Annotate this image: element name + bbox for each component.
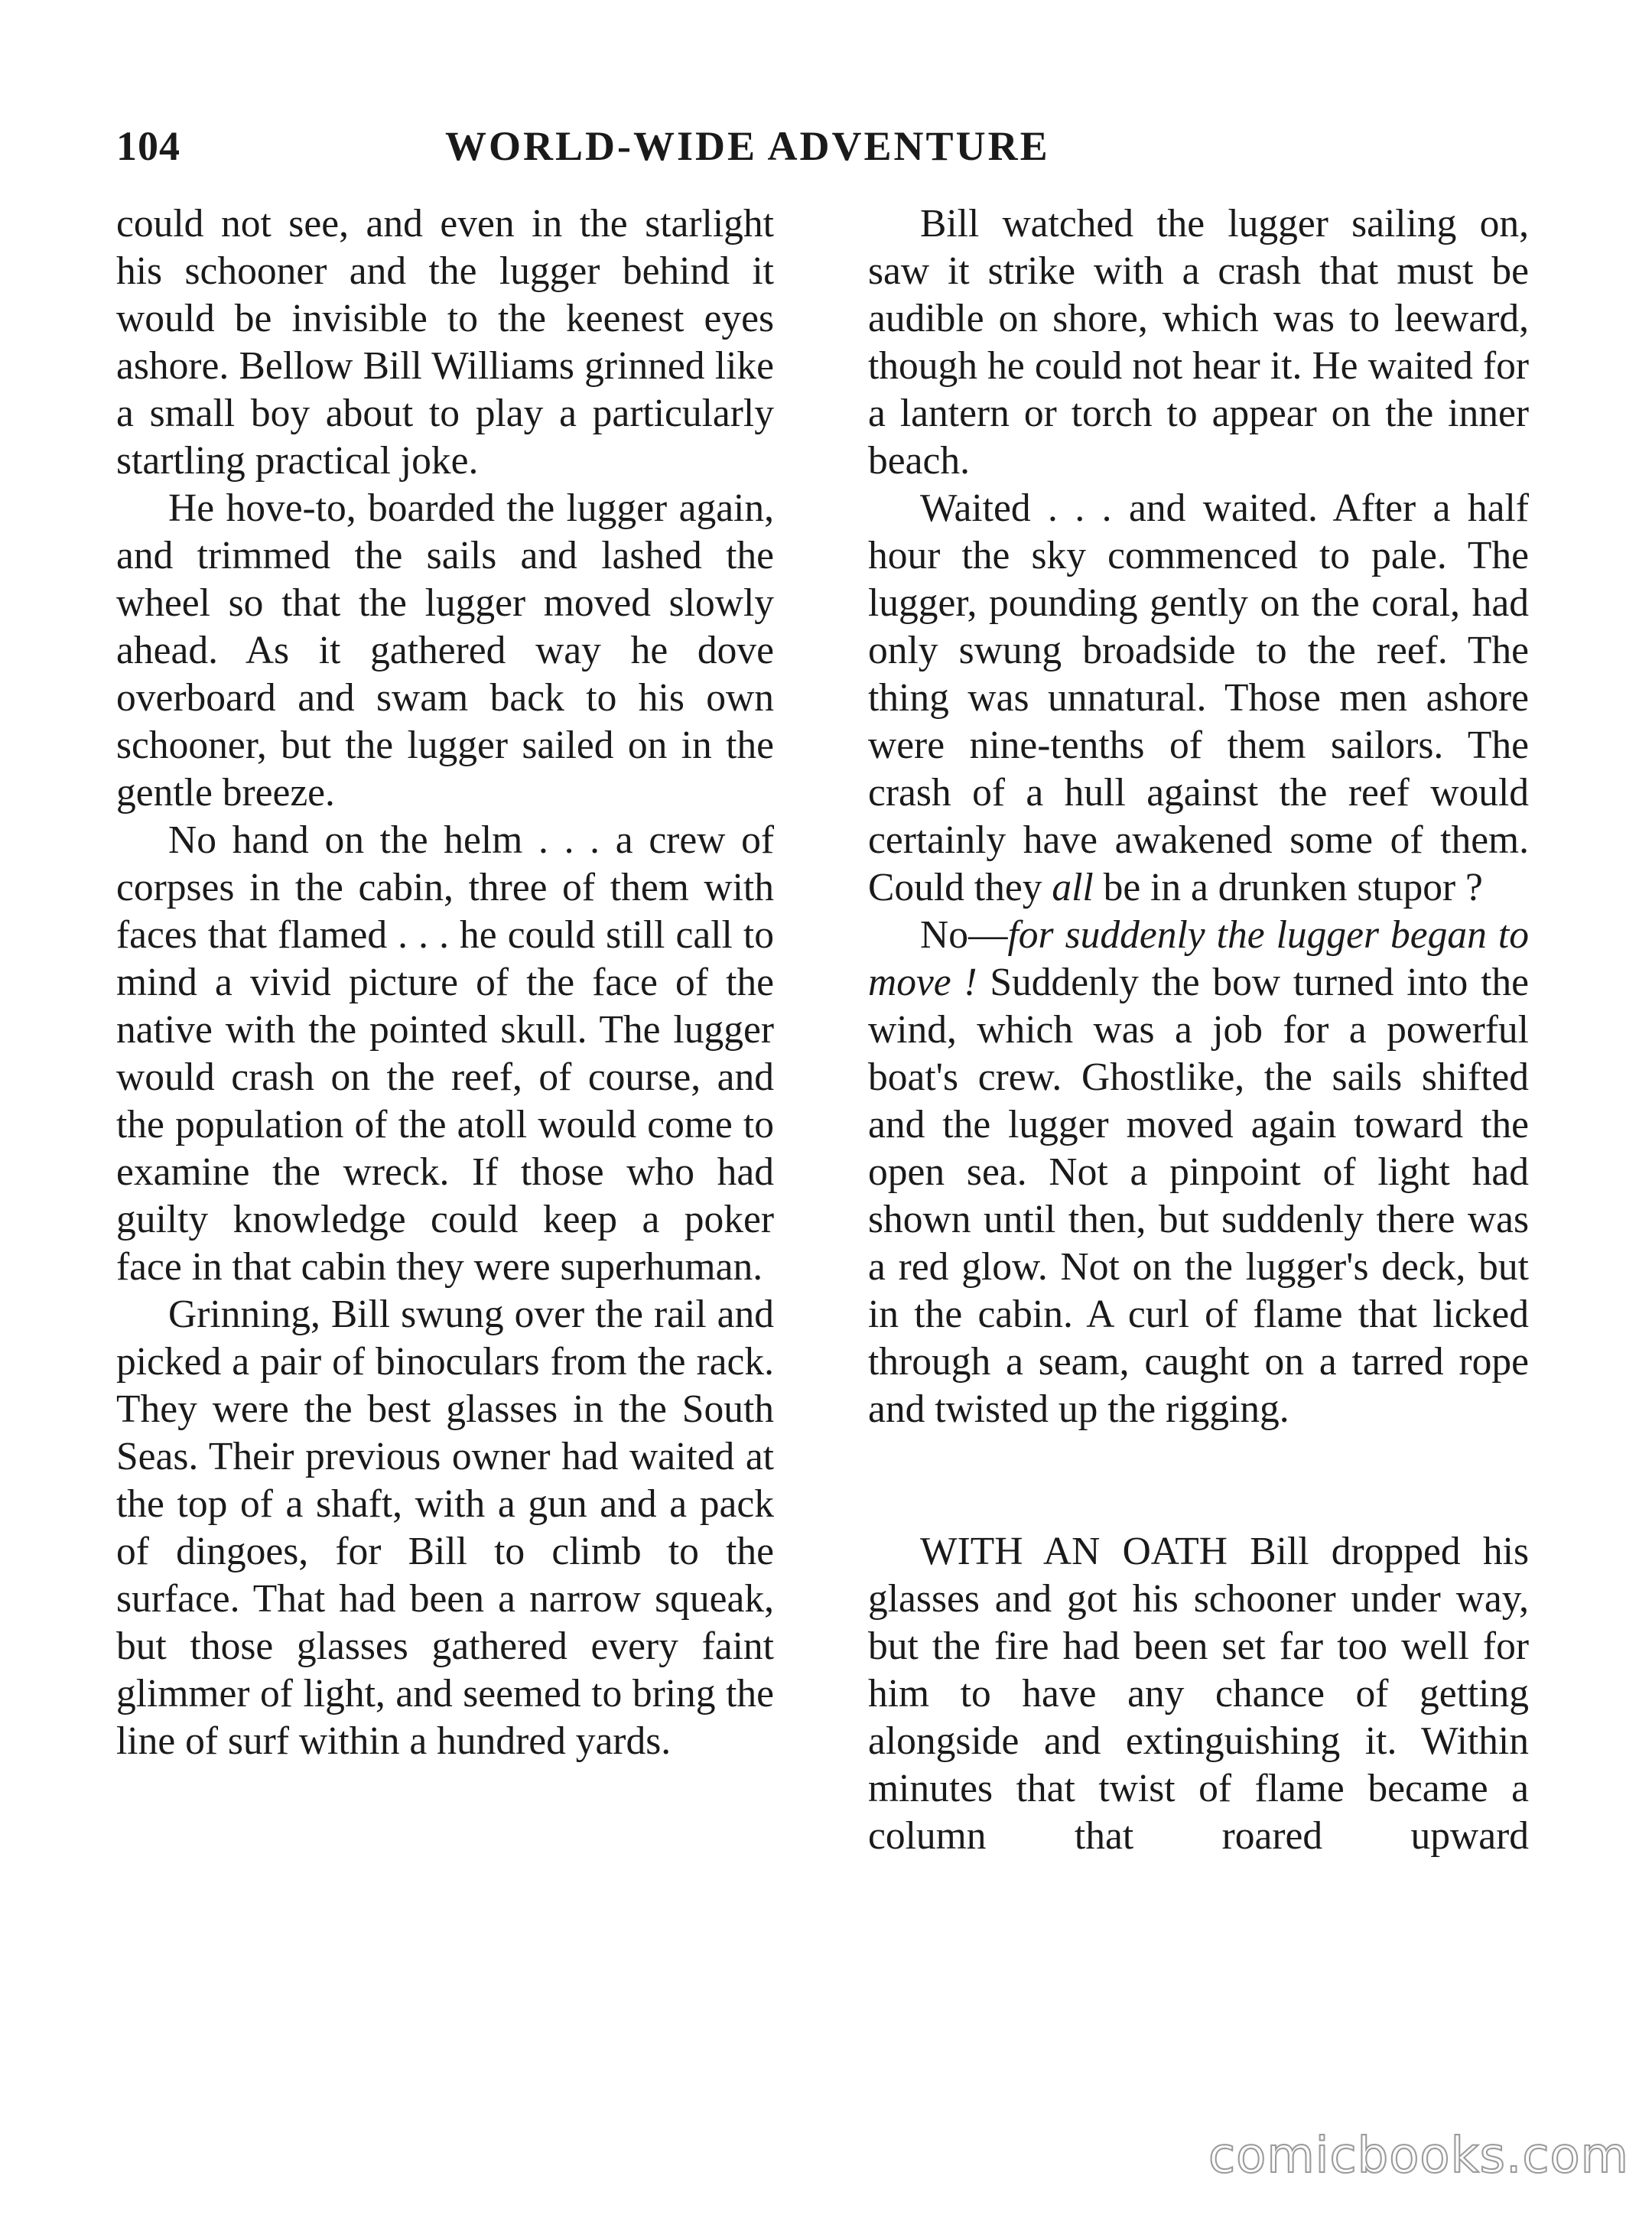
watermark: comicbooks.com (1208, 2128, 1629, 2184)
italic-emphasis: for suddenly the lugger began to move ! (868, 913, 1529, 1004)
paragraph-text: be in a drunken stupor ? (1093, 866, 1483, 909)
paragraph-text: No— (920, 913, 1008, 957)
right-column (868, 200, 1529, 1860)
paragraph: Grinning, Bill swung over the rail and picked a pair of binoculars from the rack. They were the best glasses in the South Seas. Their previous owner had waited at the top of a shaft, with a gun and a pack of dingoes, for Bill to climb to the surface. That had been a narrow squeak, but those glasses gathered every faint glimmer of light, and seemed to bring the line of surf within a hundred yards. (116, 1293, 774, 1763)
paragraph: He hove-to, boarded the lugger again, and trimmed the sails and lashed the wheel so that the lugger moved slowly ahead. As it gathered way he dove overboard and swam back to his own schooner, but the lugger sailed on in the gentle breeze. (116, 486, 774, 815)
paragraph: could not see, and even in the starlight his schooner and the lugger behind it would be invisible to the keenest eyes ashore. Bellow Bill Williams grinned like a small boy about to play a particularly startling practical joke. (116, 202, 774, 483)
paragraph (868, 912, 1529, 1433)
paragraph-text: Waited . . . and waited. After a half hour the sky commenced to pale. The lugger, pounding gently on the coral, had only swung broadside to the reef. The thing was unnatural. Those men ashore were nine-tenths of them sailors. The crash of a hull against the reef would certainly have awakened some of them. Could they (868, 486, 1529, 909)
paragraph (868, 485, 1529, 912)
running-head: WORLD-WIDE ADVENTURE (445, 123, 1050, 169)
italic-emphasis: all (1052, 866, 1094, 909)
paragraph: No hand on the helm . . . a crew of corpses in the cabin, three of them with faces that flamed . . . he could still call to mind a vivid picture of the face of the native with the pointed skull. The lugger would crash on the reef, of course, and the population of the atoll would come to examine the wreck. If those who had guilty knowledge could keep a poker face in that cabin they were superhuman. (116, 818, 774, 1289)
page-header (116, 122, 1531, 184)
left-column (116, 200, 774, 1765)
paragraph: Bill watched the lugger sailing on, saw it strike with a crash that must be audible on shore, which was to leeward, though he could not hear it. He waited for a lantern or torch to appear on the inner beach. (868, 202, 1529, 483)
paragraph-text: Suddenly the bow turned into the wind, which was a job for a powerful boat's crew. Ghostlike, the sails shifted and the lugger moved again toward the open sea. Not a pinpoint of light had shown until then, but suddenly there was a red glow. Not on the lugger's deck, but in the cabin. A curl of flame that licked through a seam, caught on a tarred rope and twisted up the rigging. (868, 961, 1529, 1431)
page-number: 104 (116, 123, 180, 169)
section-paragraph: WITH AN OATH Bill dropped his glasses and got his schooner under way, but the fire had been set far too well for him to have any chance of getting alongside and extinguishing it. Within minutes that twist of flame became a column that roared upward (868, 1530, 1529, 1858)
